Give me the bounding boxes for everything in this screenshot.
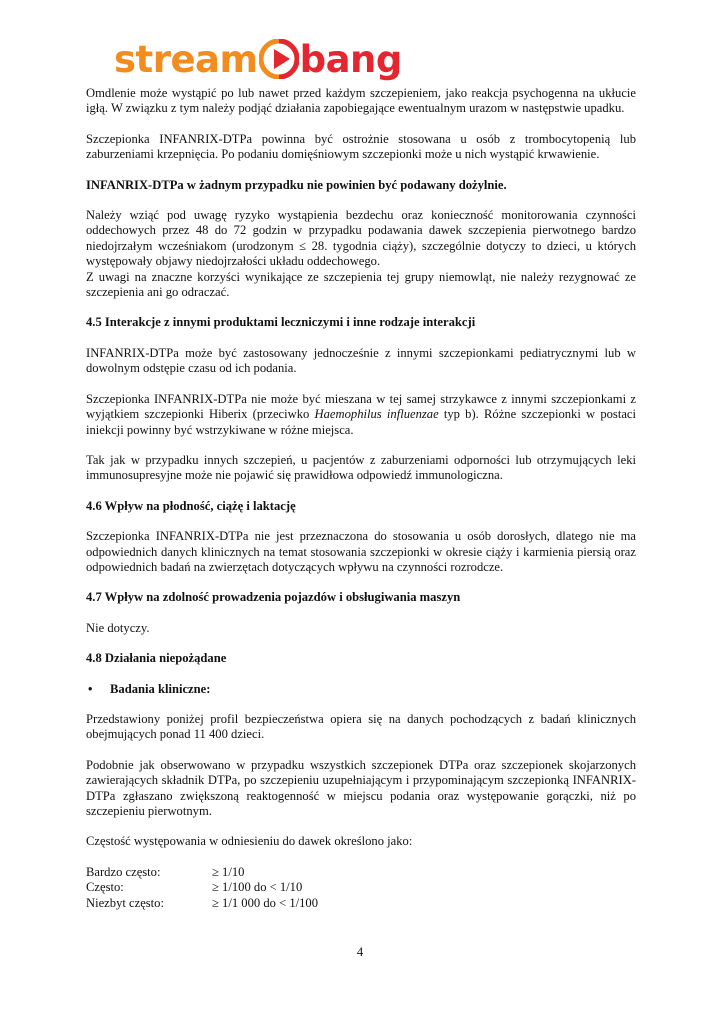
paragraph-frequency-intro: Częstość występowania w odniesieniu do dawek określono jako: — [86, 834, 413, 849]
paragraph-apnea-benefit: Z uwagi na znaczne korzyści wynikające ze szczepienia tej grupy niemowląt, nie należy rezygnować ze szczepienia ani go odraczać. — [86, 269, 636, 300]
paragraph-reactogenicity: Podobnie jak obserwowano w przypadku wszystkich szczepionek DTPa oraz szczepionek skojarzonych zawierających składnik DTPa, po szczepieniu uzupełniającym i przypominającym szczepionką INFANRIX-DTPa zgłaszano zwiększoną reaktogenność w miejscu podania oraz występowanie gorączki, niż po szczepieniu pierwotnym. — [86, 757, 636, 818]
section-4-7-heading: 4.7 Wpływ na zdolność prowadzenia pojazdów i obsługiwania maszyn — [86, 590, 461, 605]
paragraph-thrombocytopenia: Szczepionka INFANRIX-DTPa powinna być ostrożnie stosowana u osób z trombocytopenią lub zaburzeniami krzepnięcia. Po podaniu domięśniowym szczepionki może u nich wystąpić krwawienie. — [86, 131, 636, 162]
paragraph-fainting: Omdlenie może wystąpić po lub nawet przed każdym szczepieniem, jako reakcja psychogenna na ukłucie igłą. W związku z tym należy podjąć działania zapobiegające ewentualnym urazom w następstwie upadku. — [86, 86, 636, 116]
bullet-list — [86, 682, 636, 697]
paragraph-mixing — [86, 392, 636, 438]
mixing-text-pre: Szczepionka INFANRIX-DTPa nie może być mieszana w tej samej strzykawce z innymi szczepionkami z wyjątkiem szczepionki Hiberix (przeciwko — [86, 391, 636, 422]
paragraph-iv-warning: INFANRIX-DTPa w żadnym przypadku nie powinien być podawany dożylnie. — [86, 177, 507, 192]
bullet-clinical-trials: • Badania kliniczne: — [86, 682, 636, 697]
paragraph-safety-profile: Przedstawiony poniżej profil bezpieczeństwa opiera się na danych pochodzących z badań klinicznych obejmujących ponad 11 400 dzieci. — [86, 711, 636, 742]
frequency-row — [86, 880, 636, 895]
logo-word-stream: stream — [114, 37, 258, 81]
logo-word-bang: bang — [299, 37, 402, 81]
paragraph-concomitant: INFANRIX-DTPa może być zastosowany jednocześnie z innymi szczepionkami pediatrycznymi lub w dowolnym odstępie czasu od ich podania. — [86, 345, 636, 376]
frequency-row — [86, 865, 636, 880]
frequency-value: ≥ 1/10 — [212, 864, 245, 879]
paragraph-apnea — [86, 208, 636, 300]
paragraph-not-applicable: Nie dotyczy. — [86, 620, 150, 635]
paragraph-immunosuppression: Tak jak w przypadku innych szczepień, u pacjentów z zaburzeniami odporności lub otrzymujących leki immunosupresyjne może nie pojawić się prawidłowa odpowiedź immunologiczna. — [86, 452, 636, 483]
section-4-6-heading: 4.6 Wpływ na płodność, ciążę i laktację — [86, 498, 296, 513]
section-4-5-heading: 4.5 Interakcje z innymi produktami leczniczymi i inne rodzaje interakcji — [86, 315, 476, 330]
streambang-logo — [114, 36, 402, 82]
frequency-value: ≥ 1/1 000 do < 1/100 — [212, 895, 319, 910]
page-number: 4 — [356, 945, 364, 959]
paragraph-pregnancy: Szczepionka INFANRIX-DTPa nie jest przeznaczona do stosowania u osób dorosłych, dlatego nie ma odpowiednich danych klinicznych na temat stosowania szczepionki w okresie ciąży i karmienia piersią oraz odpowiednich badań na zwierzętach dotyczących wpływu na czynności rozrodcze. — [86, 529, 636, 574]
section-4-8-heading: 4.8 Działania niepożądane — [86, 651, 227, 666]
frequency-row — [86, 896, 636, 911]
document-page — [86, 86, 636, 911]
frequency-table — [86, 865, 636, 911]
frequency-value: ≥ 1/100 do < 1/10 — [212, 880, 303, 895]
frequency-label: Często: — [86, 880, 124, 895]
frequency-label: Niezbyt często: — [86, 895, 164, 910]
play-icon — [259, 39, 299, 79]
mixing-text-italic: Haemophilus influenzae — [314, 407, 439, 422]
mixing-text-post: typ b). Różne szczepionki w postaci iniekcji powinny być wstrzykiwane w różne miejsca. — [86, 407, 637, 437]
paragraph-apnea-text: Należy wziąć pod uwagę ryzyko wystąpienia bezdechu oraz konieczność monitorowania czynności oddechowych przez 48 do 72 godzin w przypadku podawania dawek szczepienia pierwotnego bardzo niedojrzałym wcześniakom (urodzonym ≤ 28. tygodnia ciąży), szczególnie dotyczy to dzieci, u których występowały objawy niedojrzałości układu oddechowego. — [86, 208, 636, 269]
frequency-label: Bardzo często: — [86, 864, 161, 879]
